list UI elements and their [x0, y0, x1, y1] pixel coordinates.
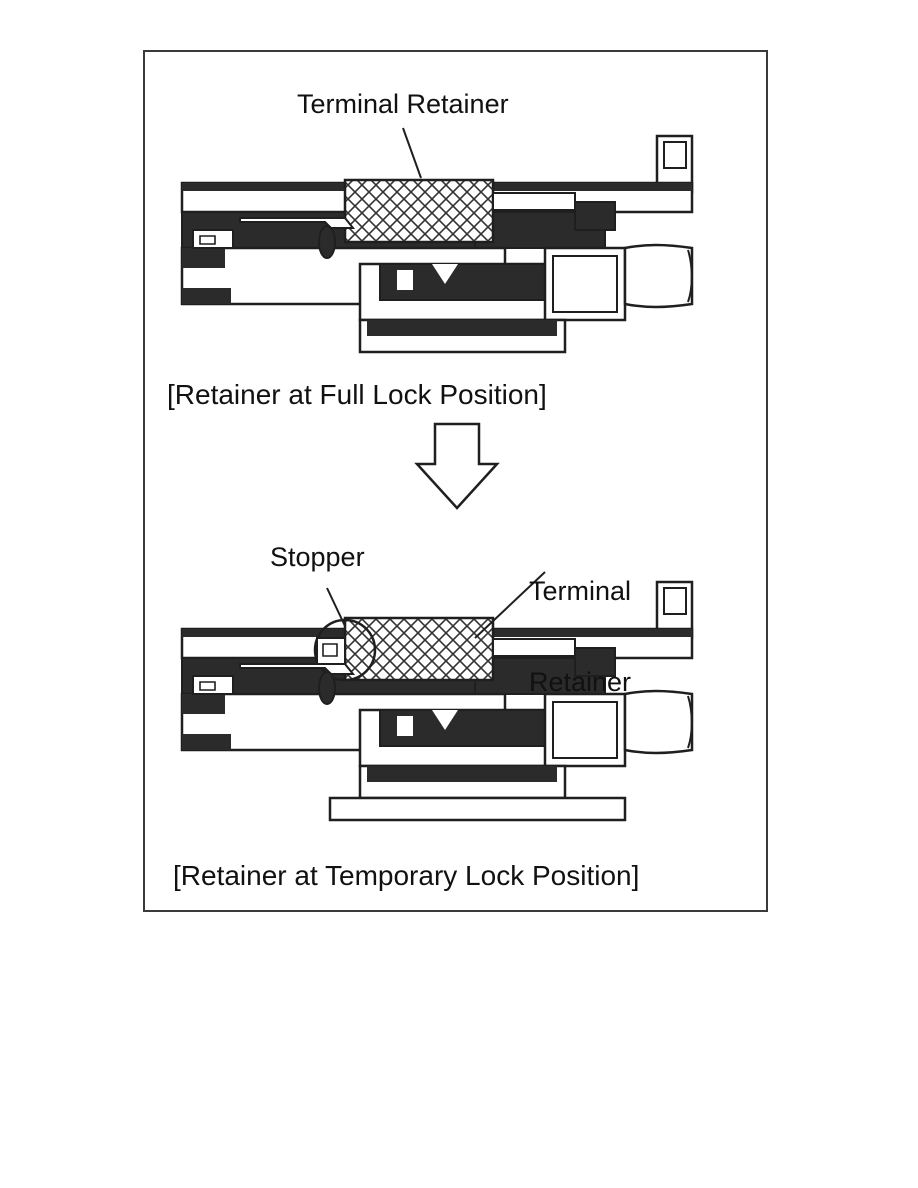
connector-cross-section-drawing: [145, 52, 766, 910]
label-stopper: Stopper: [270, 542, 365, 572]
terminal-retainer-block-top: [345, 180, 493, 242]
leader-line-terminal-retainer-top: [403, 128, 421, 178]
caption-temporary-lock-position: [Retainer at Temporary Lock Position]: [173, 860, 640, 891]
label-terminal-retainer-bottom-line2: Retainer: [528, 667, 632, 698]
downward-flow-arrow: [417, 424, 497, 508]
connector-retainer-figure: [143, 50, 768, 912]
label-terminal-retainer-top: Terminal Retainer: [297, 89, 509, 119]
wire-top: [625, 245, 692, 307]
label-terminal-retainer-bottom-line1: Terminal: [528, 576, 632, 607]
caption-full-lock-position: [Retainer at Full Lock Position]: [167, 379, 547, 410]
terminal-lance-hole-bottom: [319, 672, 335, 704]
assembly-full-lock: [182, 128, 692, 352]
label-terminal-retainer-bottom: [495, 516, 665, 758]
terminal-lance-hole-top: [319, 226, 335, 258]
